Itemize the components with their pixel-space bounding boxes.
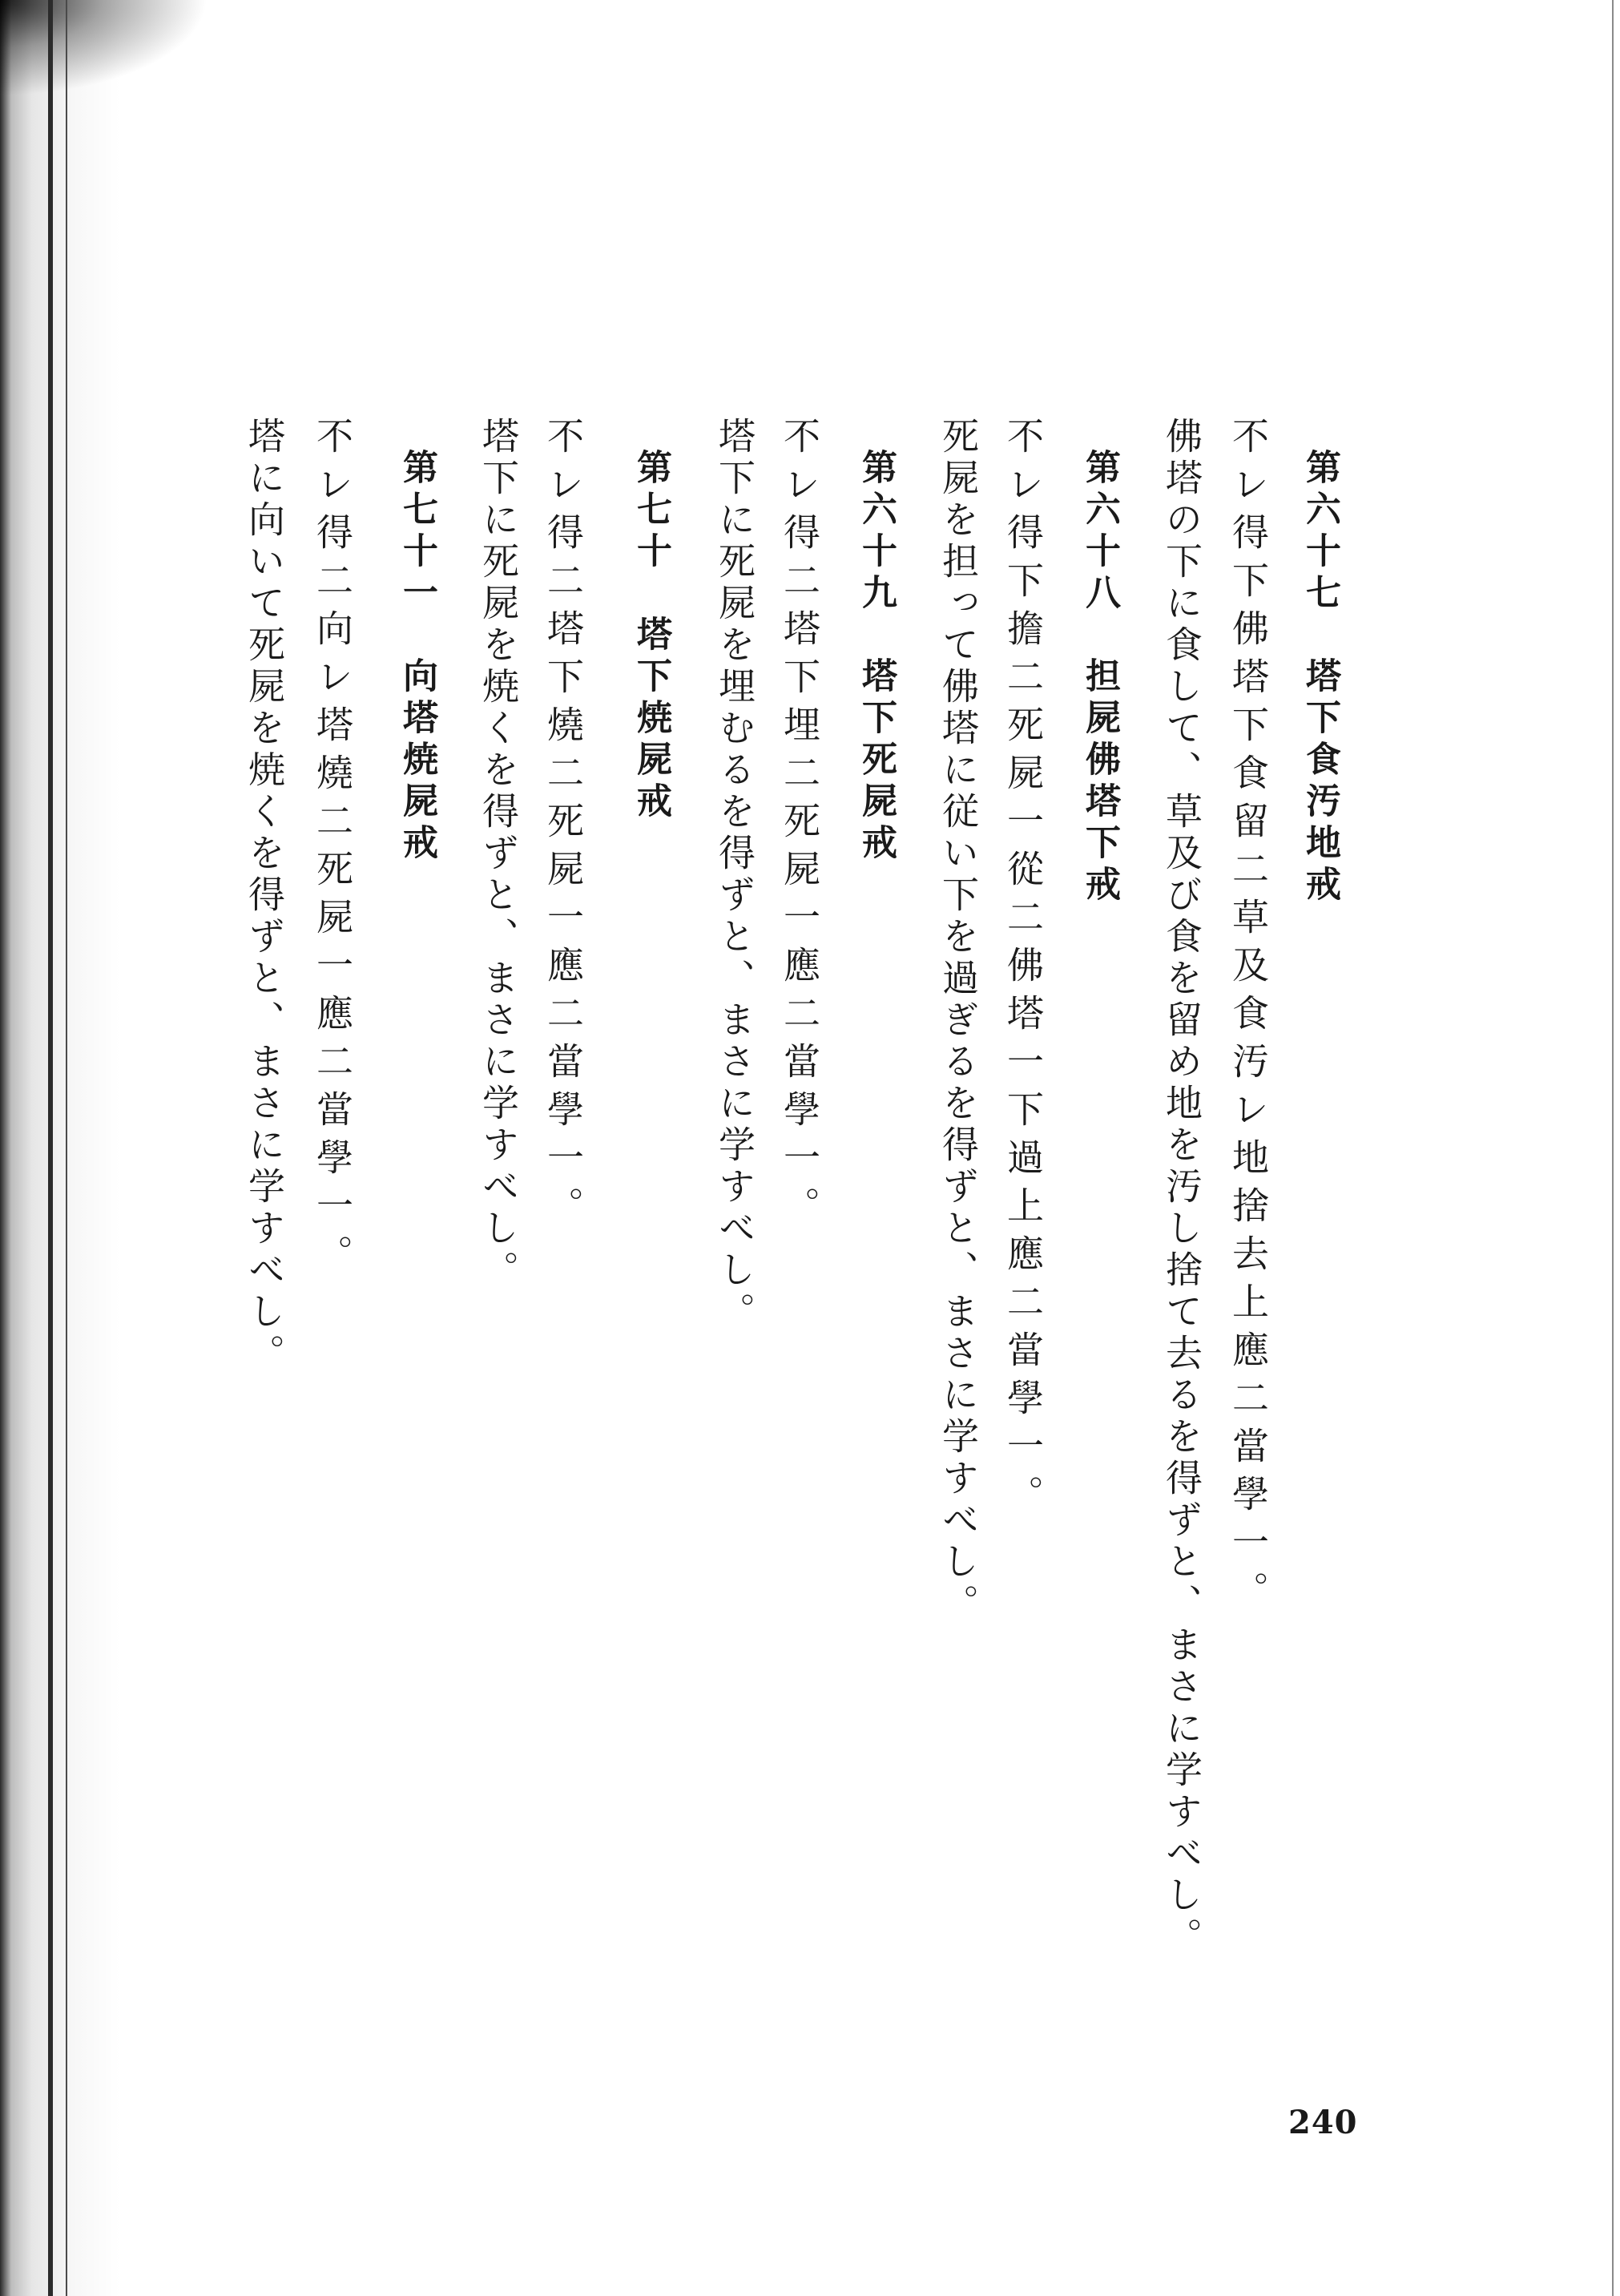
reading-rule-71: 塔に向いて死屍を焼くを得ずと、まさに学すべし。 [243, 417, 286, 1375]
binding-inner-line [66, 0, 67, 2296]
reading-rule-70: 塔下に死屍を焼くを得ずと、まさに学すべし。 [477, 417, 520, 1292]
kanbun-rule-70: 不レ得二塔下燒二死屍一應二當學一。 [542, 417, 585, 1234]
kanbun-rule-69: 不レ得二塔下埋二死屍一應二當學一。 [778, 417, 821, 1234]
kanbun-rule-71: 不レ得二向レ塔燒二死屍一應二當學一。 [311, 417, 354, 1282]
reading-rule-68: 死屍を担って佛塔に従い下を過ぎるを得ずと、まさに学すべし。 [937, 417, 980, 1625]
binding-shadow [0, 0, 120, 2296]
heading-rule-69: 第六十九 塔下死屍戒 [856, 449, 897, 866]
heading-rule-68: 第六十八 担屍佛塔下戒 [1079, 449, 1120, 907]
page-number: 240 [1288, 2104, 1358, 2141]
reading-rule-67: 佛塔の下に食して、草及び食を留め地を汚し捨て去るを得ずと、まさに学すべし。 [1160, 417, 1203, 1959]
kanbun-rule-68: 不レ得下擔二死屍一從二佛塔一下過上應二當學一。 [1001, 417, 1045, 1523]
kanbun-rule-67: 不レ得下佛塔下食留二草及食汚レ地捨去上應二當學一。 [1227, 417, 1270, 1619]
heading-rule-67: 第六十七 塔下食汚地戒 [1300, 449, 1340, 907]
page-right-edge [1612, 0, 1614, 2296]
heading-rule-71: 第七十一 向塔焼屍戒 [397, 449, 437, 866]
scan-corner-shadow [0, 0, 208, 96]
heading-rule-70: 第七十 塔下焼屍戒 [631, 449, 671, 824]
binding-edge-line [48, 0, 53, 2296]
reading-rule-69: 塔下に死屍を埋むるを得ずと、まさに学すべし。 [713, 417, 756, 1334]
